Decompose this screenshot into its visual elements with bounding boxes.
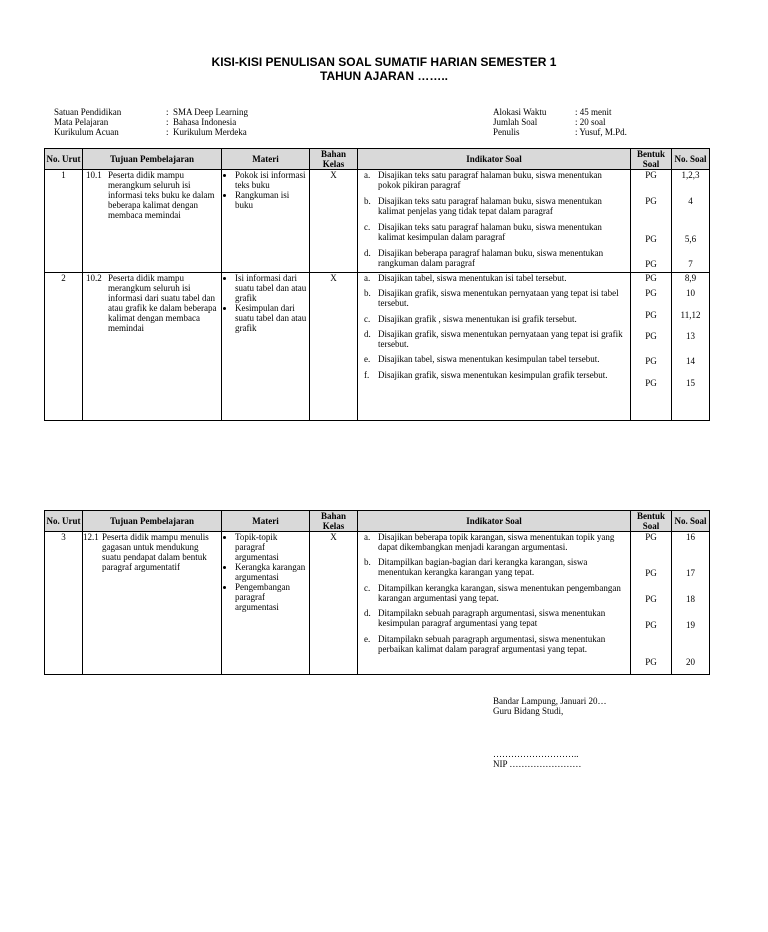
nomor-cell: [672, 532, 710, 675]
nomor-soal: 17: [686, 568, 695, 578]
nomor-soal: 20: [686, 657, 695, 667]
indikator-item: c. Disajikan teks satu paragraf halaman buku, siswa menentukan kalimat kesimpulan dalam paragraf: [364, 222, 602, 242]
header-tujuan: Tujuan Pembelajaran: [83, 149, 222, 170]
indikator-item: d. Disajikan beberapa paragraf halaman buku, siswa menentukan rangkuman dalam paragraf: [364, 248, 604, 268]
header-materi: Materi: [222, 511, 310, 532]
header-bahan-kelas: Bahan Kelas: [310, 511, 358, 532]
nomor-cell: [672, 170, 710, 273]
indikator-cell: [358, 170, 631, 273]
bentuk-soal: PG: [645, 170, 657, 180]
signature-name-line: ………………………..: [493, 749, 579, 759]
bentuk-soal: PG: [645, 196, 657, 206]
header-no-urut: No. Urut: [45, 511, 83, 532]
bentuk-soal: PG: [645, 532, 657, 542]
header-indikator: Indikator Soal: [358, 149, 631, 170]
bentuk-cell: [631, 532, 672, 675]
nomor-soal: 5,6: [684, 234, 697, 244]
row-number: 2: [45, 273, 83, 421]
materi-item: • Kerangka karangan argumentasi: [235, 562, 309, 582]
nomor-cell: [672, 273, 710, 421]
table-header: [45, 149, 710, 170]
header-bentuk-soal: Bentuk Soal: [631, 149, 672, 170]
materi-item: • Kesimpulan dari suatu tabel dan atau grafik: [235, 303, 309, 333]
tujuan-text: Peserta didik mampu merangkum seluruh isi informasi dari suatu tabel dan atau grafik ke dalam beberapa kalimat dengan membaca memindai: [108, 273, 217, 333]
materi-cell: [222, 273, 310, 421]
nomor-soal: 11,12: [680, 310, 701, 320]
indikator-item: b. Disajikan grafik, siswa menentukan pernyataan yang tepat isi tabel tersebut.: [364, 288, 619, 308]
tujuan-cell: [83, 273, 222, 421]
signature-role: Guru Bidang Studi,: [493, 706, 564, 716]
indikator-item: f. Disajikan grafik, siswa menentukan kesimpulan grafik tersebut.: [364, 370, 608, 380]
meta-label: Penulis: [493, 127, 520, 137]
table-header: [45, 511, 710, 532]
bentuk-soal: PG: [645, 356, 657, 366]
meta-row-satuan: Satuan Pendidikan : SMA Deep Learning: [54, 107, 248, 117]
materi-item: • Pokok isi informasi teks buku: [235, 170, 309, 190]
bentuk-soal: PG: [645, 331, 657, 341]
indikator-item: a. Disajikan teks satu paragraf halaman buku, siswa menentukan pokok pikiran paragraf: [364, 170, 602, 190]
meta-label: Alokasi Waktu: [493, 107, 547, 117]
meta-row-jumlah: [493, 117, 627, 127]
indikator-item: d. Disajikan grafik, siswa menentukan pernyataan yang tepat isi grafik tersebut.: [364, 329, 623, 349]
header-no-soal: No. Soal: [672, 511, 710, 532]
meta-label: Kurikulum Acuan: [54, 127, 119, 137]
meta-row-mapel: Mata Pelajaran : Bahasa Indonesia: [54, 117, 237, 127]
table-row: [45, 273, 710, 421]
nomor-soal: 7: [688, 259, 693, 269]
indikator-item: b. Disajikan teks satu paragraf halaman buku, siswa menentukan kalimat penjelas yang tidak tepat dalam paragraf: [364, 196, 602, 216]
bentuk-soal: PG: [645, 310, 657, 320]
meta-label: Mata Pelajaran: [54, 117, 109, 127]
indikator-item: b. Ditampilkan bagian-bagian dari kerangka karangan, siswa menentukan kerangka karangan yang tepat.: [364, 557, 588, 577]
indikator-item: c. Disajikan grafik , siswa menentukan isi grafik tersebut.: [364, 314, 577, 324]
bentuk-soal: PG: [645, 273, 657, 283]
materi-item: • Topik-topik paragraf argumentasi: [235, 532, 309, 562]
kelas-cell: X: [310, 170, 358, 273]
nomor-soal: 18: [686, 594, 695, 604]
meta-row-alokasi: [493, 107, 627, 117]
indikator-cell: [358, 273, 631, 421]
meta-value: : 20 soal: [575, 117, 606, 127]
bentuk-cell: [631, 273, 672, 421]
table-row: [45, 532, 710, 675]
table-row: [45, 170, 710, 273]
header-indikator: Indikator Soal: [358, 511, 631, 532]
materi-item: • Isi informasi dari suatu tabel dan atau grafik: [235, 273, 309, 303]
nomor-soal: 14: [686, 356, 695, 366]
meta-value: SMA Deep Learning: [173, 107, 248, 117]
header-no-urut: No. Urut: [45, 149, 83, 170]
bentuk-soal: PG: [645, 259, 657, 269]
row-number: 1: [45, 170, 83, 273]
bentuk-soal: PG: [645, 234, 657, 244]
bentuk-cell: [631, 170, 672, 273]
nomor-soal: 8,9: [684, 273, 697, 283]
indikator-cell: [358, 532, 631, 675]
nomor-soal: 1,2,3: [681, 170, 700, 180]
kisi-table-1: [44, 148, 710, 421]
academic-year-title: TAHUN AJARAN ……..: [320, 69, 448, 83]
bentuk-soal: PG: [645, 568, 657, 578]
indikator-item: e. Disajikan tabel, siswa menentukan kesimpulan tabel tersebut.: [364, 354, 600, 364]
nomor-soal: 15: [686, 378, 695, 388]
header-bentuk-soal: Bentuk Soal: [631, 511, 672, 532]
materi-cell: [222, 532, 310, 675]
signature-place-date: Bandar Lampung, Januari 20…: [493, 696, 607, 706]
materi-cell: [222, 170, 310, 273]
indikator-item: c. Ditampilkan kerangka karangan, siswa menentukan pengembangan karangan argumentasi yang tepat.: [364, 583, 621, 603]
header-bahan-kelas: Bahan Kelas: [310, 149, 358, 170]
tujuan-code: 10.2: [86, 273, 102, 283]
indikator-item: e. Ditampilakn sebuah paragraph argumentasi, siswa menentukan perbaikan kalimat dalam paragraf argumentasi yang tepat.: [364, 634, 606, 654]
materi-item: • Rangkuman isi buku: [235, 190, 309, 210]
tujuan-code: 12.1: [83, 532, 99, 542]
identity-left: [54, 107, 248, 137]
kisi-table-2: [44, 510, 710, 675]
tujuan-text: Peserta didik mampu merangkum seluruh isi informasi teks buku ke dalam beberapa kalimat dengan membaca memindai: [108, 170, 215, 220]
meta-value: Kurikulum Merdeka: [173, 127, 247, 137]
kelas-cell: X: [310, 273, 358, 421]
document-title: KISI-KISI PENULISAN SOAL SUMATIF HARIAN SEMESTER 1: [211, 55, 557, 69]
meta-row-kurikulum: Kurikulum Acuan : Kurikulum Merdeka: [54, 127, 247, 137]
indikator-item: a. Disajikan tabel, siswa menentukan isi tabel tersebut.: [364, 273, 567, 283]
signature-nip: NIP ……………………: [493, 759, 582, 769]
materi-item: • Pengembangan paragraf argumentasi: [235, 582, 309, 612]
bentuk-soal: PG: [645, 620, 657, 630]
kelas-cell: X: [310, 532, 358, 675]
bentuk-soal: PG: [645, 288, 657, 298]
bentuk-soal: PG: [645, 594, 657, 604]
meta-label: Jumlah Soal: [493, 117, 538, 127]
tujuan-cell: [83, 532, 222, 675]
nomor-soal: 19: [686, 620, 695, 630]
nomor-soal: 13: [686, 331, 695, 341]
header-materi: Materi: [222, 149, 310, 170]
meta-value: : Yusuf, M.Pd.: [575, 127, 627, 137]
nomor-soal: 16: [686, 532, 695, 542]
meta-row-penulis: [493, 127, 627, 137]
indikator-item: d. Ditampilakn sebuah paragraph argumentasi, siswa menentukan kesimpulan paragraf argumentasi yang tepat: [364, 608, 606, 628]
header-no-soal: No. Soal: [672, 149, 710, 170]
tujuan-code: 10.1: [86, 170, 102, 180]
tujuan-cell: [83, 170, 222, 273]
meta-value: Bahasa Indonesia: [173, 117, 237, 127]
identity-right: [493, 107, 627, 137]
bentuk-soal: PG: [645, 657, 657, 667]
meta-value: : 45 menit: [575, 107, 612, 117]
nomor-soal: 4: [688, 196, 693, 206]
bentuk-soal: PG: [645, 378, 657, 388]
row-number: 3: [45, 532, 83, 675]
header-tujuan: Tujuan Pembelajaran: [83, 511, 222, 532]
indikator-item: a. Disajikan beberapa topik karangan, siswa menentukan topik yang dapat dikembangkan menjadi karangan argumentasi.: [364, 532, 615, 552]
meta-label: Satuan Pendidikan: [54, 107, 122, 117]
tujuan-text: Peserta didik mampu menulis gagasan untuk mendukung suatu pendapat dalam bentuk paragraf argumentatif: [102, 532, 209, 572]
nomor-soal: 10: [686, 288, 695, 298]
